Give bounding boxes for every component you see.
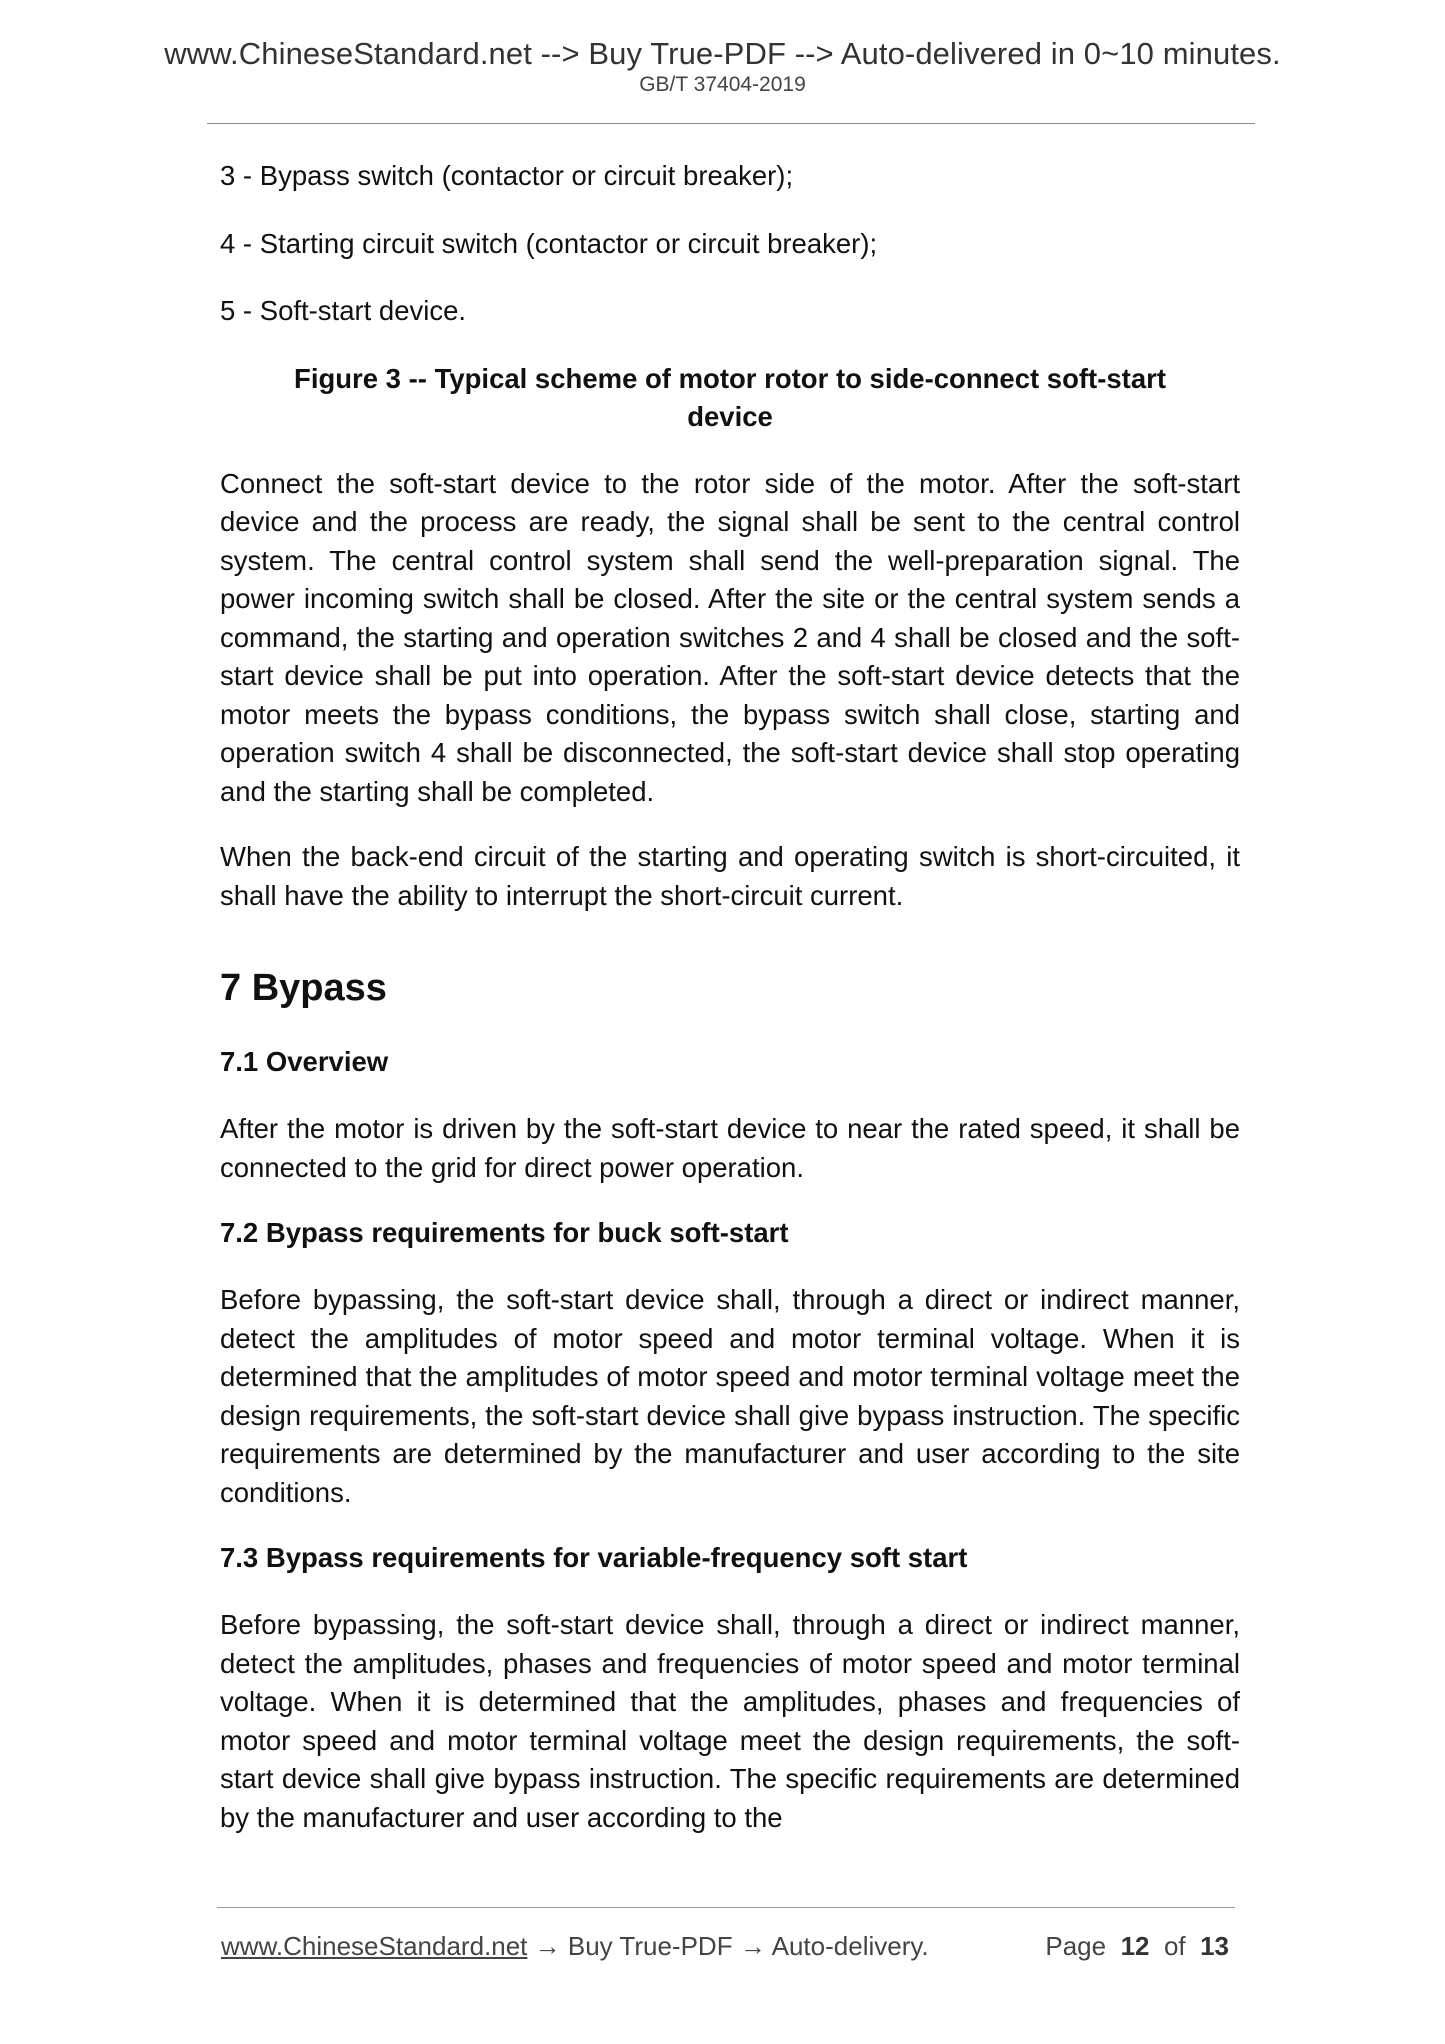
page-indicator <box>1045 1929 1229 1963</box>
page-body <box>220 157 1240 1864</box>
paragraph: After the motor is driven by the soft-start device to near the rated speed, it shall be connected to the grid for direct power operation. <box>220 1113 1240 1183</box>
paragraph: When the back-end circuit of the starting and operating switch is short-circuited, it shall have the ability to interrupt the short-circuit current. <box>220 841 1240 911</box>
standard-id: GB/T 37404-2019 <box>639 73 806 96</box>
paragraph: Before bypassing, the soft-start device shall, through a direct or indirect manner, detect the amplitudes of motor speed and motor terminal voltage. When it is determined that the amplitudes of motor speed and motor terminal voltage meet the design requirements, the soft-start device shall give bypass instruction. The specific requirements are determined by the manufacturer and user according to the site conditions. <box>220 1284 1240 1508</box>
buy-text: Buy True-PDF <box>567 1931 733 1961</box>
figure-caption: Figure 3 -- Typical scheme of motor rotor to side-connect soft-start device <box>294 362 1166 432</box>
figure-legend-item: 5 - Soft-start device. <box>220 295 467 326</box>
subsection-heading: 7.1 Overview <box>220 1046 389 1077</box>
of-label: of <box>1163 1931 1186 1961</box>
page-number: 12 <box>1120 1931 1150 1961</box>
arrow-right-icon: → <box>534 1931 561 1961</box>
section-heading: 7 Bypass <box>220 967 387 1009</box>
arrow-right-icon: → <box>739 1931 766 1961</box>
paragraph: Before bypassing, the soft-start device shall, through a direct or indirect manner, detect the amplitudes, phases and frequencies of motor speed and motor terminal voltage. When it is determined that the amplitudes, phases and frequencies of motor speed and motor terminal voltage meet the design requirements, the soft-start device shall give bypass instruction. The specific requirements are determined by the manufacturer and user according to the <box>220 1609 1240 1833</box>
subsection-heading: 7.2 Bypass requirements for buck soft-start <box>220 1217 789 1248</box>
page-label: Page <box>1045 1931 1107 1961</box>
footer-left <box>221 1929 929 1963</box>
header-divider <box>207 123 1255 124</box>
figure-legend-item: 3 - Bypass switch (contactor or circuit breaker); <box>220 160 794 191</box>
page-total: 13 <box>1200 1931 1229 1961</box>
paragraph: Connect the soft-start device to the rotor side of the motor. After the soft-start device and the process are ready, the signal shall be sent to the central control system. The central control system shall send the well-preparation signal. The power incoming switch shall be closed. After the site or the central system sends a command, the starting and operation switches 2 and 4 shall be closed and the soft-start device shall be put into operation. After the soft-start device detects that the motor meets the bypass conditions, the bypass switch shall close, starting and operation switch 4 shall be disconnected, the soft-start device shall stop operating and the starting shall be completed. <box>220 467 1240 807</box>
figure-legend-item: 4 - Starting circuit switch (contactor or circuit breaker); <box>220 227 878 259</box>
site-link[interactable]: www.ChineseStandard.net <box>221 1931 528 1961</box>
delivery-text: Auto-delivery. <box>771 1931 929 1961</box>
subsection-heading: 7.3 Bypass requirements for variable-frequency soft start <box>220 1542 968 1573</box>
footer-divider <box>217 1907 1235 1908</box>
site-banner: www.ChineseStandard.net --> Buy True-PDF --> Auto-delivered in 0~10 minutes. <box>164 36 1281 71</box>
